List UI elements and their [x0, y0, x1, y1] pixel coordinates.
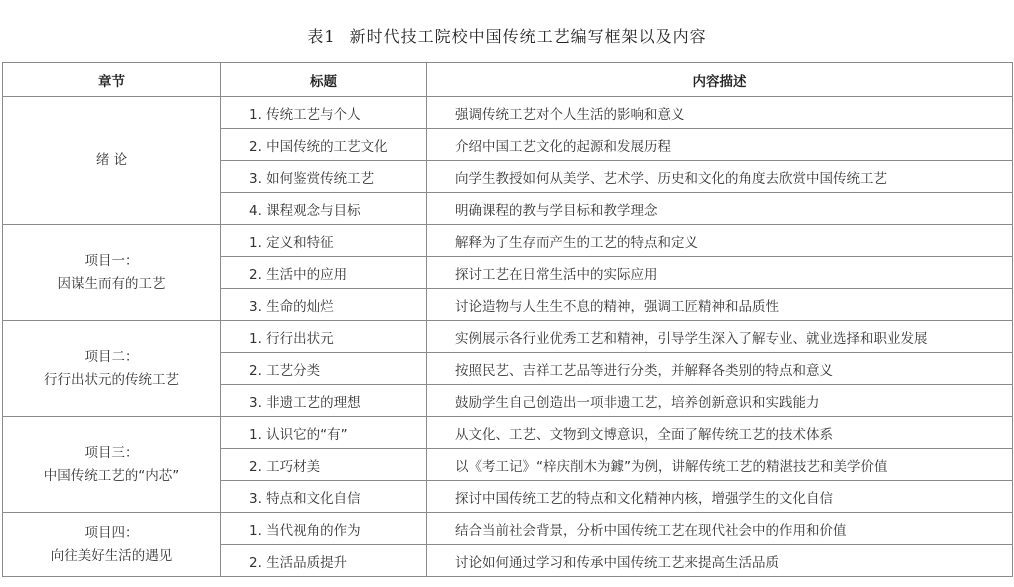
table-row: [3, 417, 1013, 449]
description-cell: 强调传统工艺对个人生活的影响和意义: [427, 97, 1013, 129]
table-title: 新时代技工院校中国传统工艺编写框架以及内容: [349, 27, 707, 46]
description-cell: 从文化、工艺、文物到文博意识，全面了解传统工艺的技术体系: [427, 417, 1013, 449]
description-cell: 解释为了生存而产生的工艺的特点和定义: [427, 225, 1013, 257]
table-row: [3, 97, 1013, 129]
title-cell: 3. 如何鉴赏传统工艺: [221, 161, 427, 193]
description-cell: 探讨中国传统工艺的特点和文化精神内核，增强学生的文化自信: [427, 481, 1013, 513]
title-cell: 2. 生活品质提升: [221, 545, 427, 577]
description-cell: 讨论如何通过学习和传承中国传统工艺来提高生活品质: [427, 545, 1013, 577]
title-cell: 3. 非遗工艺的理想: [221, 385, 427, 417]
table-row: [3, 321, 1013, 353]
title-cell: 2. 工巧材美: [221, 449, 427, 481]
chapter-cell: [3, 321, 221, 417]
title-cell: 3. 生命的灿烂: [221, 289, 427, 321]
title-cell: 2. 工艺分类: [221, 353, 427, 385]
table-number: 表1: [307, 27, 336, 46]
chapter-cell: [3, 513, 221, 577]
header-description: 内容描述: [427, 63, 1013, 97]
description-cell: 向学生教授如何从美学、艺术学、历史和文化的角度去欣赏中国传统工艺: [427, 161, 1013, 193]
title-cell: 1. 定义和特征: [221, 225, 427, 257]
description-cell: 明确课程的教与学目标和教学理念: [427, 193, 1013, 225]
chapter-line: 向往美好生活的遇见: [50, 547, 173, 564]
title-cell: 2. 中国传统的工艺文化: [221, 129, 427, 161]
title-cell: 4. 课程观念与目标: [221, 193, 427, 225]
description-cell: 以《考工记》“梓庆削木为鐻”为例，讲解传统工艺的精湛技艺和美学价值: [427, 449, 1013, 481]
chapter-line: 项目一：: [84, 252, 139, 269]
description-cell: 实例展示各行业优秀工艺和精神，引导学生深入了解专业、就业选择和职业发展: [427, 321, 1013, 353]
title-cell: 1. 当代视角的作为: [221, 513, 427, 545]
title-cell: 1. 认识它的“有”: [221, 417, 427, 449]
chapter-line: 中国传统工艺的“内芯”: [43, 467, 180, 484]
framework-table: [2, 62, 1013, 577]
chapter-line: 项目三：: [84, 444, 139, 461]
header-row: [3, 63, 1013, 97]
table-row: [3, 225, 1013, 257]
table-body: [3, 97, 1013, 577]
description-cell: 探讨工艺在日常生活中的实际应用: [427, 257, 1013, 289]
header-chapter: 章节: [3, 63, 221, 97]
title-cell: 2. 生活中的应用: [221, 257, 427, 289]
chapter-line: 绪 论: [95, 152, 128, 168]
chapter-cell: [3, 225, 221, 321]
chapter-line: 行行出状元的传统工艺: [44, 371, 179, 388]
description-cell: 按照民艺、吉祥工艺品等进行分类，并解释各类别的特点和意义: [427, 353, 1013, 385]
chapter-line: 项目二：: [84, 348, 139, 365]
chapter-line: 项目四：: [84, 524, 139, 541]
description-cell: 结合当前社会背景，分析中国传统工艺在现代社会中的作用和价值: [427, 513, 1013, 545]
description-cell: 讨论造物与人生生不息的精神，强调工匠精神和品质性: [427, 289, 1013, 321]
table-caption: [0, 24, 1014, 47]
description-cell: 介绍中国工艺文化的起源和发展历程: [427, 129, 1013, 161]
chapter-cell: [3, 417, 221, 513]
chapter-cell: [3, 97, 221, 225]
title-cell: 1. 行行出状元: [221, 321, 427, 353]
title-cell: 3. 特点和文化自信: [221, 481, 427, 513]
title-cell: 1. 传统工艺与个人: [221, 97, 427, 129]
header-title: 标题: [221, 63, 427, 97]
chapter-line: 因谋生而有的工艺: [57, 275, 166, 292]
table-row: [3, 513, 1013, 545]
description-cell: 鼓励学生自己创造出一项非遗工艺，培养创新意识和实践能力: [427, 385, 1013, 417]
